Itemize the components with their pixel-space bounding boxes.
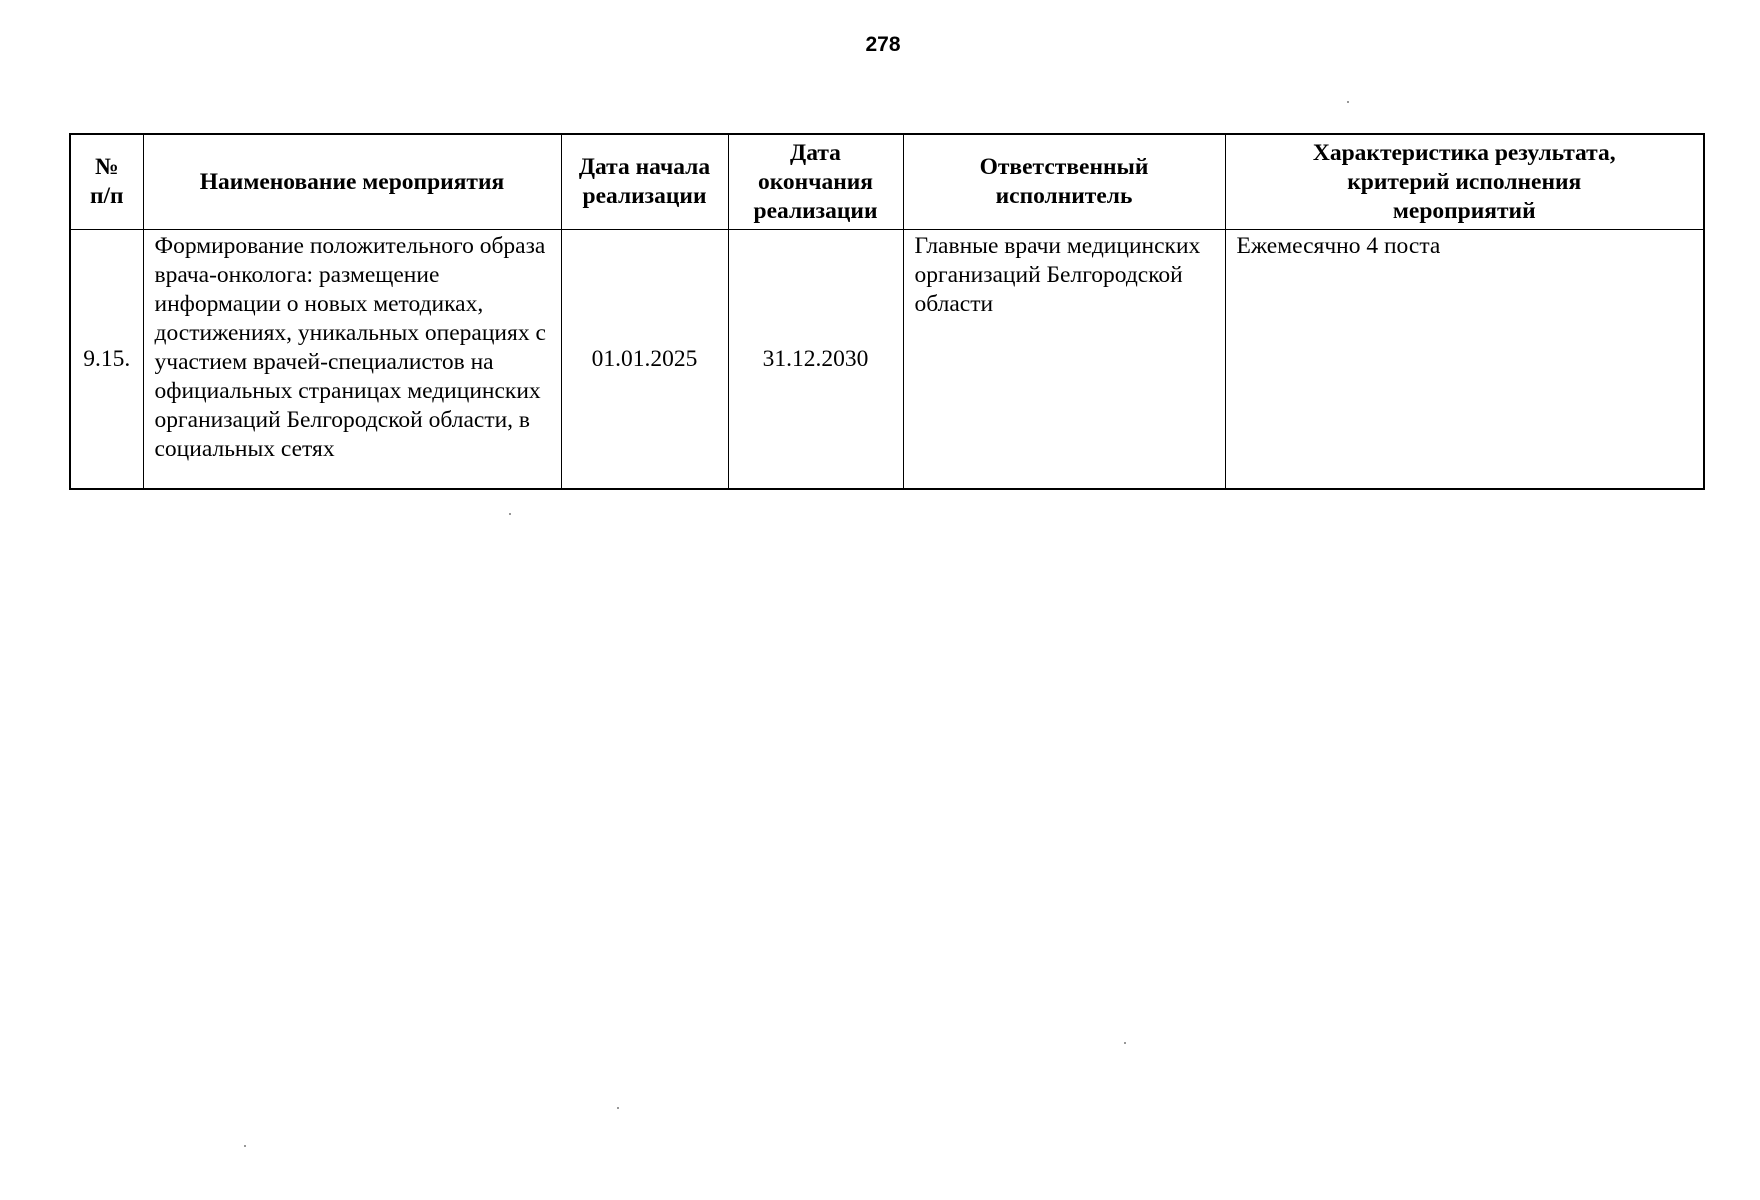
scan-speck — [617, 1107, 619, 1109]
header-end-date: Дата окончания реализации — [728, 134, 903, 230]
activities-table — [69, 133, 1705, 490]
row-end-date: 31.12.2030 — [728, 230, 903, 490]
header-num-label: № п/п — [89, 154, 124, 209]
scan-speck — [1124, 1042, 1126, 1044]
row-result: Ежемесячно 4 поста — [1225, 230, 1704, 490]
scan-speck — [244, 1145, 246, 1147]
table-row — [70, 230, 1704, 490]
header-start-date: Дата начала реализации — [561, 134, 728, 230]
header-num — [70, 134, 143, 230]
row-activity-name: Формирование положительного образа врача-онколога: размещение информации о новых методиках, достижениях, уникальных операциях с участием врачей-специалистов на официальных страницах медицинских организаций Белгородской области, в социальных сетях — [143, 230, 561, 490]
scan-speck — [1347, 101, 1349, 103]
table-header-row — [70, 134, 1704, 230]
scan-speck — [509, 513, 511, 515]
row-num: 9.15. — [70, 230, 143, 490]
header-name: Наименование мероприятия — [143, 134, 561, 230]
header-executor: Ответственный исполнитель — [903, 134, 1225, 230]
page-number: 278 — [865, 33, 901, 56]
row-executor: Главные врачи медицинских организаций Белгородской области — [903, 230, 1225, 490]
header-result: Характеристика результата, критерий исполнения мероприятий — [1225, 134, 1704, 230]
row-start-date: 01.01.2025 — [561, 230, 728, 490]
